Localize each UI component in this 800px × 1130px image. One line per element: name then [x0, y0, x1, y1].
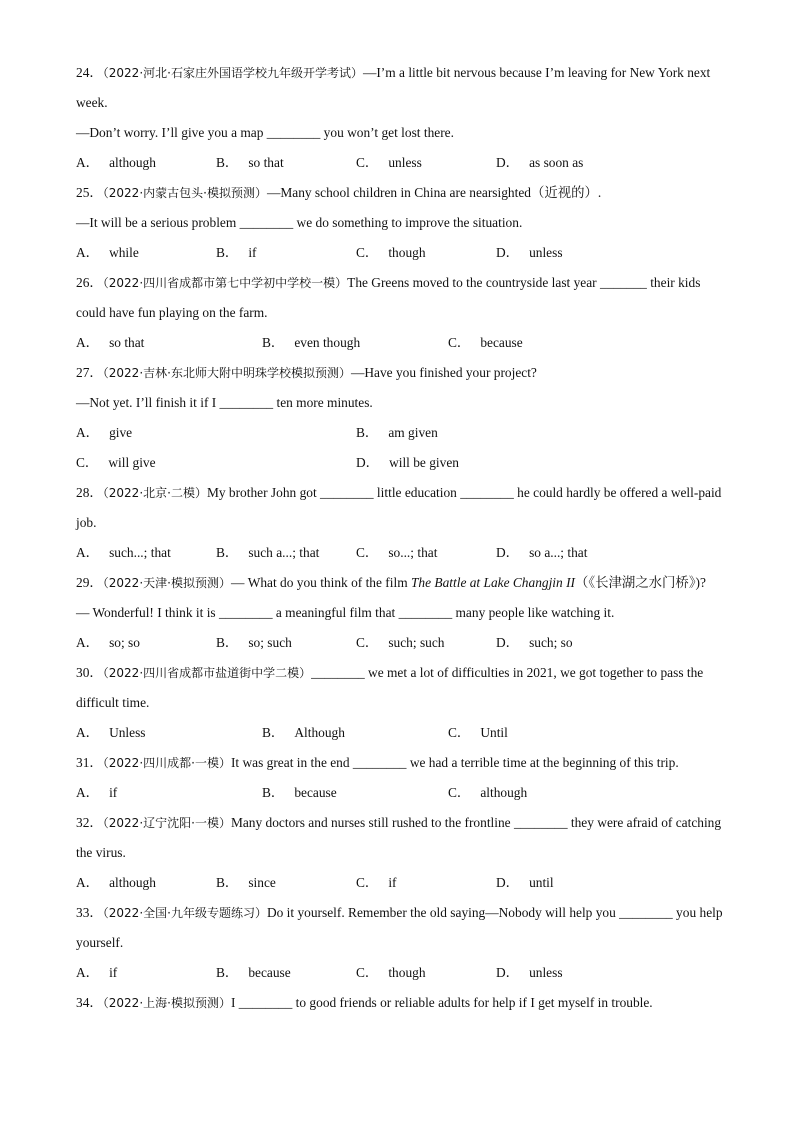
question-number: 28． — [76, 485, 103, 500]
option-text: if — [109, 965, 118, 980]
option-c — [356, 958, 496, 988]
question-source: （2022·天津·模拟预测） — [102, 576, 231, 590]
options — [76, 328, 726, 358]
option-text: since — [248, 875, 276, 890]
option-label: C． — [448, 335, 471, 350]
option-text: such...; that — [109, 545, 171, 560]
question-stem — [76, 748, 726, 778]
option-text: although — [109, 155, 156, 170]
question-source: （2022·上海·模拟预测） — [102, 996, 231, 1010]
option-text: unless — [388, 155, 422, 170]
option-text: will be given — [389, 455, 459, 470]
question-number: 32． — [76, 815, 103, 830]
option-label: A． — [76, 875, 100, 890]
option-text: until — [529, 875, 554, 890]
option-b — [216, 538, 356, 568]
options — [76, 418, 726, 478]
options — [76, 628, 726, 658]
option-text: unless — [529, 245, 563, 260]
film-title: The Battle at Lake Changjin II — [410, 575, 575, 590]
option-label: C． — [76, 455, 99, 470]
option-c — [448, 328, 634, 358]
dialogue-line: —Not yet. I’ll finish it if I ________ ten more minutes. — [76, 395, 373, 410]
question-number: 24． — [76, 65, 103, 80]
option-label: A． — [76, 965, 100, 980]
option-text: as soon as — [529, 155, 584, 170]
question-number: 31． — [76, 755, 103, 770]
option-label: C． — [448, 785, 471, 800]
option-c — [448, 718, 634, 748]
question-text: My brother John got ________ little education ________ he could hardly be offered a well-paid job. — [76, 485, 722, 530]
question-source: （2022·四川省成都市第七中学初中学校一模） — [102, 276, 348, 290]
option-label: B． — [262, 335, 285, 350]
option-label: C． — [356, 965, 379, 980]
option-b — [216, 868, 356, 898]
question-stem — [76, 268, 726, 328]
option-a — [76, 868, 216, 898]
question-0 — [76, 58, 726, 178]
option-label: B． — [356, 425, 379, 440]
option-d — [496, 628, 636, 658]
option-text: Until — [480, 725, 508, 740]
question-stem — [76, 808, 726, 868]
option-label: C． — [356, 245, 379, 260]
option-a — [76, 418, 356, 448]
option-label: C． — [356, 875, 379, 890]
options — [76, 538, 726, 568]
question-text: Many doctors and nurses still rushed to the frontline ________ they were afraid of catching the virus. — [76, 815, 722, 860]
option-d — [496, 538, 636, 568]
option-text: if — [109, 785, 118, 800]
option-d — [496, 148, 636, 178]
question-text: —Have you finished your project? — [350, 365, 537, 380]
question-text: The Greens moved to the countryside last year _______ their kids could have fun playing on the farm. — [76, 275, 701, 320]
question-10 — [76, 988, 726, 1018]
question-5 — [76, 568, 726, 658]
option-text: because — [294, 785, 337, 800]
option-label: B． — [216, 875, 239, 890]
option-label: C． — [356, 635, 379, 650]
option-c — [356, 868, 496, 898]
question-source: （2022·辽宁沈阳·一模） — [102, 816, 231, 830]
option-b — [262, 328, 448, 358]
option-d — [496, 238, 636, 268]
option-text: though — [388, 965, 426, 980]
options — [76, 778, 726, 808]
option-c — [76, 448, 356, 478]
option-label: D． — [496, 965, 520, 980]
question-number: 29． — [76, 575, 103, 590]
option-text: give — [109, 425, 133, 440]
dialogue-line: — Wonderful! I think it is ________ a meaningful film that ________ many people like watching it. — [76, 605, 615, 620]
question-number: 25． — [76, 185, 103, 200]
option-b — [262, 778, 448, 808]
option-text: such a...; that — [248, 545, 320, 560]
question-number: 27． — [76, 365, 103, 380]
option-b — [356, 418, 636, 448]
option-text: so; so — [109, 635, 140, 650]
option-c — [356, 148, 496, 178]
option-label: A． — [76, 545, 100, 560]
option-text: although — [109, 875, 156, 890]
option-label: A． — [76, 245, 100, 260]
question-source: （2022·四川省成都市盐道街中学二模） — [102, 666, 312, 680]
option-c — [356, 628, 496, 658]
options — [76, 868, 726, 898]
option-text: although — [480, 785, 528, 800]
option-label: D． — [496, 875, 520, 890]
question-stem — [76, 988, 726, 1018]
option-b — [216, 628, 356, 658]
option-a — [76, 718, 262, 748]
option-text: if — [248, 245, 257, 260]
question-2 — [76, 268, 726, 358]
option-text: Although — [294, 725, 345, 740]
option-label: B． — [216, 635, 239, 650]
question-text-after: （《长津湖之水门桥》)? — [575, 575, 706, 590]
option-text: because — [480, 335, 523, 350]
option-a — [76, 238, 216, 268]
option-text: so; such — [248, 635, 292, 650]
question-source: （2022·全国·九年级专题练习） — [102, 906, 267, 920]
question-stem — [76, 178, 726, 208]
question-text: It was great in the end ________ we had a terrible time at the beginning of this trip. — [230, 755, 679, 770]
question-8 — [76, 808, 726, 898]
question-source: （2022·四川成都·一模） — [102, 756, 231, 770]
question-3 — [76, 358, 726, 478]
question-text: —Many school children in China are nearsighted（近视的）. — [266, 185, 602, 200]
question-text: ________ we met a lot of difficulties in 2021, we got together to pass the difficult time. — [76, 665, 704, 710]
question-number: 30． — [76, 665, 103, 680]
option-text: though — [388, 245, 426, 260]
question-stem — [76, 358, 726, 388]
options — [76, 958, 726, 988]
question-source: （2022·北京·二模） — [102, 486, 207, 500]
option-text: such; such — [388, 635, 445, 650]
option-text: so that — [248, 155, 284, 170]
option-label: D． — [496, 155, 520, 170]
option-text: such; so — [529, 635, 573, 650]
option-label: A． — [76, 725, 100, 740]
option-label: D． — [496, 545, 520, 560]
option-label: B． — [262, 785, 285, 800]
question-list — [76, 58, 726, 1018]
option-label: D． — [356, 455, 380, 470]
question-stem — [76, 898, 726, 958]
question-text: — What do you think of the film — [230, 575, 411, 590]
option-text: Unless — [109, 725, 146, 740]
option-b — [216, 238, 356, 268]
dialogue-line: —Don’t worry. I’ll give you a map ________ you won’t get lost there. — [76, 125, 454, 140]
option-label: D． — [496, 635, 520, 650]
options — [76, 718, 726, 748]
question-9 — [76, 898, 726, 988]
option-label: A． — [76, 155, 100, 170]
option-text: so...; that — [388, 545, 438, 560]
option-d — [356, 448, 636, 478]
option-a — [76, 148, 216, 178]
question-source: （2022·内蒙古包头·模拟预测） — [102, 186, 267, 200]
question-stem — [76, 658, 726, 718]
option-text: even though — [294, 335, 361, 350]
option-label: A． — [76, 335, 100, 350]
option-a — [76, 538, 216, 568]
option-label: B． — [216, 545, 239, 560]
option-d — [496, 868, 636, 898]
question-stem — [76, 478, 726, 538]
option-text: so that — [109, 335, 145, 350]
question-text: —I’m a little bit nervous because I’m leaving for New York next week. — [76, 65, 711, 110]
option-text: so a...; that — [529, 545, 588, 560]
question-source: （2022·吉林·东北师大附中明珠学校模拟预测） — [102, 366, 351, 380]
option-a — [76, 958, 216, 988]
question-stem — [76, 58, 726, 118]
option-text: while — [109, 245, 139, 260]
options — [76, 148, 726, 178]
option-a — [76, 328, 262, 358]
question-stem — [76, 568, 726, 598]
question-4 — [76, 478, 726, 568]
option-label: C． — [356, 545, 379, 560]
options — [76, 238, 726, 268]
option-c — [356, 238, 496, 268]
option-label: C． — [448, 725, 471, 740]
option-text: unless — [529, 965, 563, 980]
question-number: 34． — [76, 995, 103, 1010]
option-text: if — [388, 875, 397, 890]
option-d — [496, 958, 636, 988]
option-label: B． — [216, 245, 239, 260]
question-text: Do it yourself. Remember the old saying—Nobody will help you ________ you help yourself. — [76, 905, 723, 950]
option-label: A． — [76, 785, 100, 800]
option-label: D． — [496, 245, 520, 260]
question-7 — [76, 748, 726, 808]
option-label: B． — [216, 155, 239, 170]
question-source: （2022·河北·石家庄外国语学校九年级开学考试） — [102, 66, 363, 80]
option-label: C． — [356, 155, 379, 170]
question-number: 33． — [76, 905, 103, 920]
question-text: I ________ to good friends or reliable adults for help if I get myself in trouble. — [230, 995, 653, 1010]
dialogue-line: —It will be a serious problem ________ we do something to improve the situation. — [76, 215, 523, 230]
question-6 — [76, 658, 726, 748]
option-a — [76, 628, 216, 658]
option-text: will give — [108, 455, 156, 470]
option-b — [262, 718, 448, 748]
option-label: A． — [76, 425, 100, 440]
option-a — [76, 778, 262, 808]
question-1 — [76, 178, 726, 268]
option-label: B． — [262, 725, 285, 740]
option-c — [448, 778, 634, 808]
question-number: 26． — [76, 275, 103, 290]
option-text: because — [248, 965, 291, 980]
option-label: A． — [76, 635, 100, 650]
option-text: am given — [388, 425, 438, 440]
option-c — [356, 538, 496, 568]
option-b — [216, 148, 356, 178]
option-b — [216, 958, 356, 988]
option-label: B． — [216, 965, 239, 980]
